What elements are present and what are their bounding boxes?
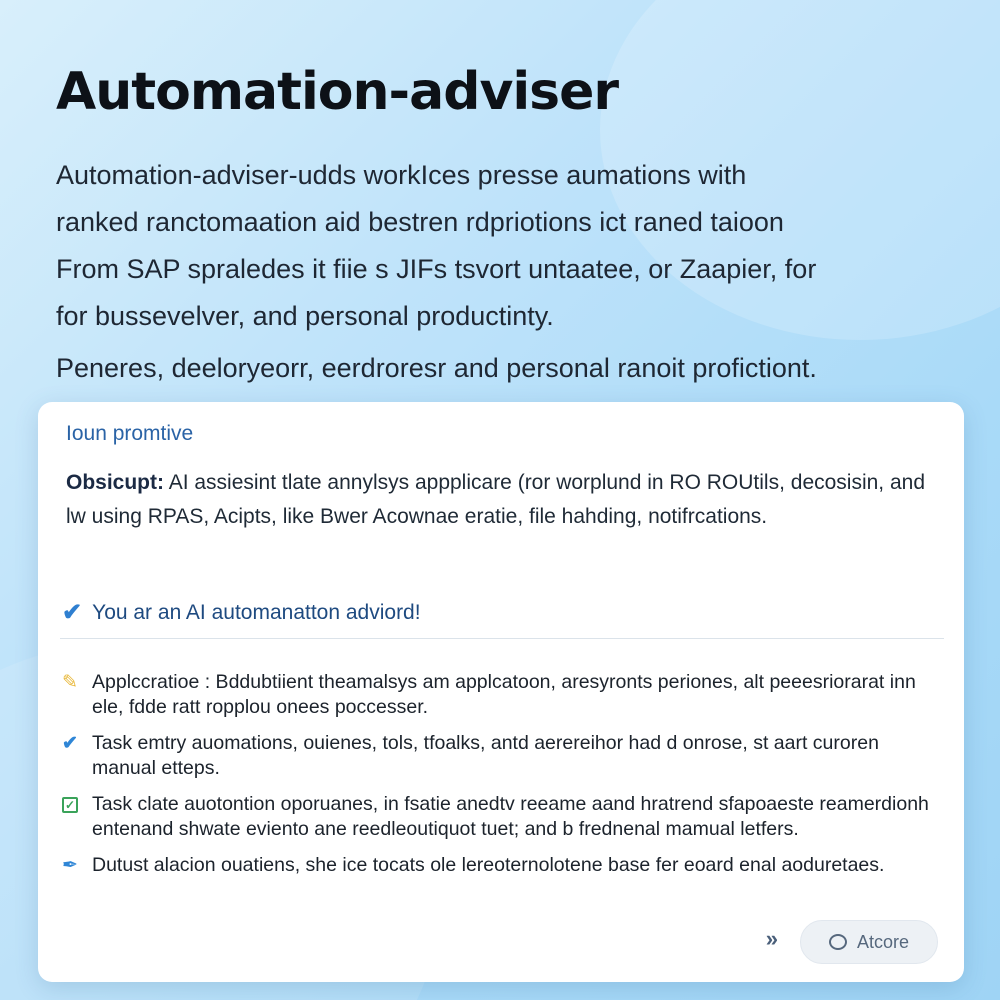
more-button[interactable] <box>800 920 938 964</box>
objective-text <box>66 466 936 534</box>
advisor-card <box>38 402 964 982</box>
list-item-text: Task emtry auomations, ouienes, tols, tfoalks, antd aerereihor had d onrose, st aart curoren manual etteps. <box>92 732 879 779</box>
card-heading: Ioun promtive <box>66 422 194 445</box>
intro-line: Automation-adviser-udds workIces presse aumations with <box>56 160 747 190</box>
list-item-text: Dutust alacion ouatiens, she ice tocats ole lereoternolotene base fer eoard enal aoduretaes. <box>92 854 885 876</box>
capability-list <box>60 670 940 889</box>
objective-label: Obsicupt: <box>66 471 164 494</box>
more-button-label: Atcore <box>856 931 910 952</box>
list-item-text: Task clate auotontion oporuanes, in fsatie anedtv reeame aand hratrend sfapoaeste reamerdionh entenand shwate eviento ane reedleoutiquot tuet; and b frednenal mamual letfers. <box>92 793 929 840</box>
objective-body: AI assiesint tlate annylsys appplicare (ror worplund in RO ROUtils, decosisin, and lw using RPAS, Acipts, like Bwer Acownae eratie, file hahding, notifrcations. <box>66 471 926 528</box>
list-item <box>60 792 940 842</box>
intro-line: From SAP spraledes it fiie s JIFs tsvort untaatee, or Zaapier, for <box>56 254 817 284</box>
confirmation-line <box>62 598 421 627</box>
list-item <box>60 731 940 781</box>
intro-paragraph <box>56 152 956 392</box>
chat-bubble-icon <box>829 934 847 950</box>
intro-line: for bussevelver, and personal productinty. <box>56 301 554 331</box>
divider <box>60 638 944 639</box>
list-item-text: Applccratioe : Bddubtiient theamalsys am applcatoon, aresyronts periones, alt peeesriorarat inn ele, fdde ratt ropplou onees poccesser. <box>92 671 916 718</box>
pen-icon: ✒ <box>62 855 78 876</box>
checkbox-icon: ✓ <box>62 797 78 813</box>
intro-line: Peneres, deeloryeorr, eerdroresr and personal ranoit profictiont. <box>56 353 817 383</box>
confirmation-text: You ar an AI automanatton adviord! <box>92 600 421 624</box>
page-title: Automation-adviser <box>56 62 619 122</box>
check-icon: ✔ <box>62 733 78 754</box>
forward-arrow-icon[interactable]: » <box>765 926 778 951</box>
intro-line: ranked ranctomaation aid bestren rdpriotions ict raned taioon <box>56 207 784 237</box>
pencil-icon: ✎ <box>62 672 78 693</box>
check-icon: ✔ <box>62 599 83 626</box>
list-item <box>60 670 940 720</box>
list-item <box>60 853 940 878</box>
